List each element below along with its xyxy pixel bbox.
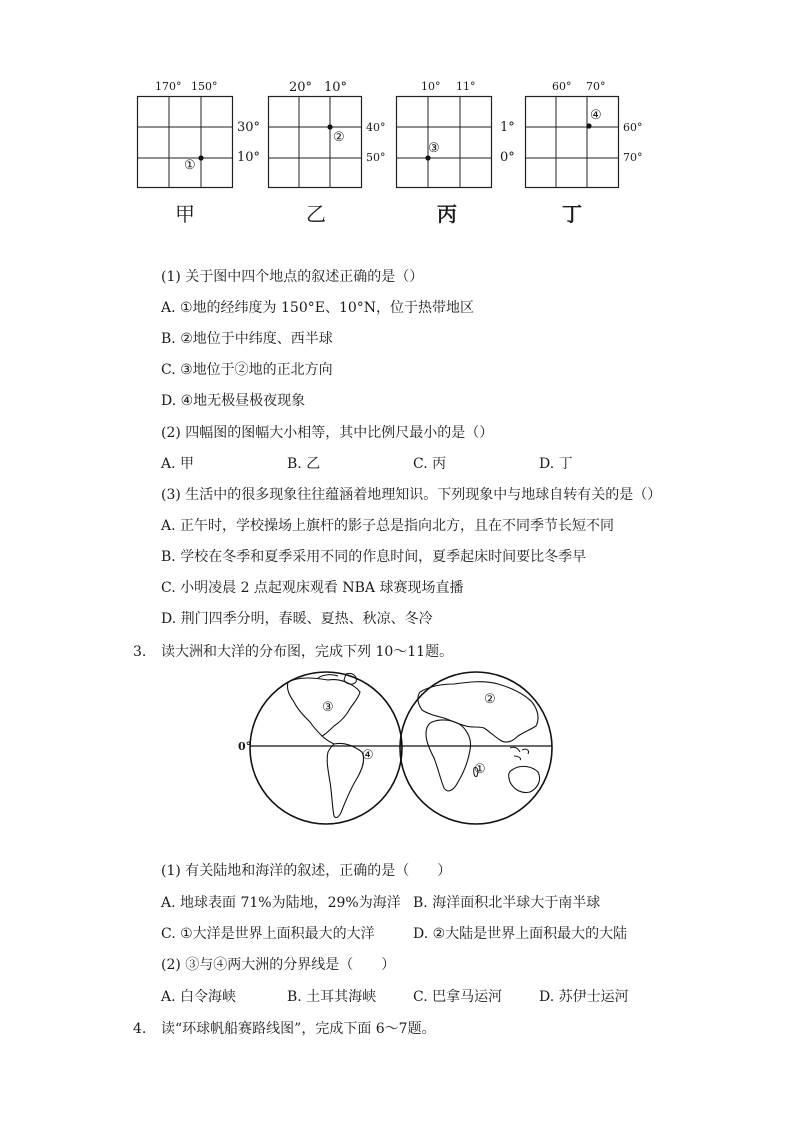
q3-sub1-stem: (1) 有关陆地和海洋的叙述，正确的是（ ） xyxy=(161,863,452,879)
grid-yi-point-marker: ② xyxy=(333,130,345,145)
grid-yi-top-label-2: 10° xyxy=(324,80,348,95)
world-map-marker-1: ① xyxy=(474,762,486,777)
grid-yi-side-label-2: 50° xyxy=(366,151,386,164)
grid-bing-side-label-1: 1° xyxy=(500,120,515,135)
grid-yi-name: 乙 xyxy=(306,202,326,226)
q2-sub2-option-d: D. 丁 xyxy=(539,456,573,472)
grid-bing-lines xyxy=(396,96,492,188)
grid-ding-lines xyxy=(525,96,619,188)
grid-jia-side-label-2: 10° xyxy=(237,150,261,165)
q3-sub1-option-a: A. 地球表面 71%为陆地，29%为海洋 xyxy=(161,895,401,911)
grid-jia-lines xyxy=(137,96,233,188)
q2-sub2-option-c: C. 丙 xyxy=(413,456,447,472)
q2-sub3-stem: (3) 生活中的很多现象往往蕴涵着地理知识。下列现象中与地球自转有关的是（） xyxy=(161,487,662,503)
grid-jia-top-label-2: 150° xyxy=(191,80,218,93)
q3-sub2-option-b: B. 土耳其海峡 xyxy=(287,989,377,1005)
grid-jia-point-marker: ① xyxy=(184,158,196,173)
q2-sub1-option-d: D. ④地无极昼极夜现象 xyxy=(161,393,306,409)
q3-sub2-option-a: A. 白令海峡 xyxy=(161,989,237,1005)
grid-bing-top-label-1: 10° xyxy=(421,80,441,93)
grid-yi-top-label-1: 20° xyxy=(289,80,313,95)
q3-text: 读大洲和大洋的分布图，完成下列 10～11题。 xyxy=(161,644,454,660)
q3-sub2-option-d: D. 苏伊士运河 xyxy=(539,989,629,1005)
grid-yi-side-label-1: 40° xyxy=(366,121,386,134)
q2-sub3-option-c: C. 小明凌晨 2 点起观床观看 NBA 球赛现场直播 xyxy=(161,580,464,596)
grid-bing-point-marker: ③ xyxy=(428,141,440,156)
grid-ding-top-label-2: 70° xyxy=(586,80,606,93)
grid-yi-lines xyxy=(268,96,362,188)
q2-sub1-option-b: B. ②地位于中纬度、西半球 xyxy=(161,331,333,347)
q4-number: 4. xyxy=(133,1021,147,1037)
grid-ding-side-label-2: 70° xyxy=(623,151,643,164)
grid-bing-side-label-2: 0° xyxy=(500,150,515,165)
world-map-drawing xyxy=(248,670,554,830)
q2-sub3-option-a: A. 正午时，学校操场上旗杆的影子总是指向北方，且在不同季节长短不同 xyxy=(161,518,615,534)
q2-sub2-stem: (2) 四幅图的图幅大小相等，其中比例尺最小的是（） xyxy=(161,425,494,441)
q2-sub3-option-d: D. 荆门四季分明，春暖、夏热、秋凉、冬冷 xyxy=(161,611,433,627)
q3-sub1-option-b: B. 海洋面积北半球大于南半球 xyxy=(413,895,601,911)
q2-sub1-option-a: A. ①地的经纬度为 150°E、10°N，位于热带地区 xyxy=(161,300,475,316)
world-map-marker-3: ③ xyxy=(322,700,334,715)
world-map-equator-label: 0° xyxy=(238,740,252,753)
q3-sub2-option-c: C. 巴拿马运河 xyxy=(413,989,503,1005)
q2-sub1-stem: (1) 关于图中四个地点的叙述正确的是（） xyxy=(161,269,424,285)
q3-number: 3. xyxy=(133,644,147,660)
q3-sub1-option-d: D. ②大陆是世界上面积最大的大陆 xyxy=(413,926,628,942)
grid-ding-side-label-1: 60° xyxy=(623,121,643,134)
grid-ding-point-marker: ④ xyxy=(590,108,602,123)
grid-jia-side-label-1: 30° xyxy=(237,120,261,135)
q4-text: 读“环球帆船赛路线图”，完成下面 6～7题。 xyxy=(161,1021,436,1037)
grid-jia-top-label-1: 170° xyxy=(155,80,182,93)
q2-sub1-option-c: C. ③地位于②地的正北方向 xyxy=(161,362,333,378)
grid-ding-name: 丁 xyxy=(562,202,582,226)
q2-sub2-option-b: B. 乙 xyxy=(287,456,321,472)
grid-ding-top-label-1: 60° xyxy=(552,80,572,93)
q2-sub3-option-b: B. 学校在冬季和夏季采用不同的作息时间，夏季起床时间要比冬季早 xyxy=(161,549,587,565)
grid-bing-name: 丙 xyxy=(437,202,457,226)
q3-sub2-stem: (2) ③与④两大洲的分界线是（ ） xyxy=(161,957,396,973)
q3-sub1-option-c: C. ①大洋是世界上面积最大的大洋 xyxy=(161,926,375,942)
world-map-marker-4: ④ xyxy=(362,748,374,763)
world-map-marker-2: ② xyxy=(484,692,496,707)
q2-sub2-option-a: A. 甲 xyxy=(161,456,195,472)
grid-bing-top-label-2: 11° xyxy=(456,80,476,93)
grid-jia-name: 甲 xyxy=(175,202,195,226)
